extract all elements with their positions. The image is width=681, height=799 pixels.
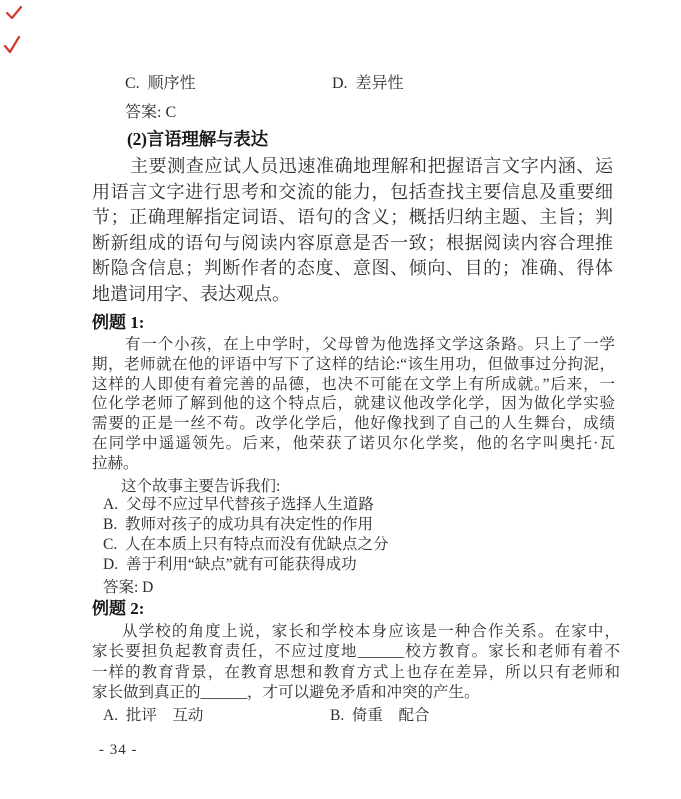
page-number: - 34 - [99,742,138,758]
intro-line: 断隐含信息；判断作者的态度、意图、倾向、目的；准确、得体 [92,258,613,278]
example2-option-a: A. 批评 互动 [103,707,204,724]
example1-question: 这个故事主要告诉我们: [121,478,281,495]
example2-heading: 例题 2: [92,599,145,618]
example2-option-b: B. 倚重 配合 [330,707,430,724]
example2-passage-line: 家长做到真正的______，才可以避免矛盾和冲突的产生。 [92,683,480,701]
example1-passage [92,335,615,474]
example2-passage-line: 一样的教育背景，在教育思想和教育方式上也存在差异，所以只有老师和 [92,663,620,681]
intro-line: 主要测查应试人员迅速准确地理解和把握语言文字内涵、运 [130,156,613,176]
example2-passage-line: 从学校的角度上说，家长和学校本身应该是一种合作关系。在家中， [122,623,620,640]
example1-options [103,495,388,575]
example1-answer-line: 答案: D [103,579,154,596]
example1-passage-line: 有一个小孩，在上中学时，父母曾为他选择文学这条路。只上了一学 [125,336,615,353]
example1-option-c: C. 人在本质上只有特点而没有优缺点之分 [103,536,389,553]
red-check-icon [4,3,24,23]
section-intro-paragraph [92,154,613,307]
example1-passage-line: 需要的正是一丝不苟。改学化学后，他好像找到了自己的人生舞台，成绩 [92,415,615,433]
prev-answer-line: 答案: C [125,104,177,121]
example1-passage-line: 在同学中遥遥领先。后来，他荣获了诺贝尔化学奖，他的名字叫奥托·瓦 [92,434,615,452]
example1-heading: 例题 1: [92,313,145,332]
example1-option-a: A. 父母不应过早代替孩子选择人生道路 [103,496,374,513]
example1-passage-line: 拉赫。 [92,454,139,472]
red-check-icon [2,33,22,57]
intro-line: 节；正确理解指定词语、语句的含义；概括归纳主题、主旨；判 [92,207,613,227]
example1-option-b: B. 教师对孩子的成功具有决定性的作用 [103,516,373,533]
prev-option-d: D. 差异性 [332,75,404,92]
intro-line: 断新组成的语句与阅读内容原意是否一致；根据阅读内容合理推 [92,232,613,253]
example1-passage-line: 位化学老师了解到他的这个特点后，就建议他改学化学，因为做化学实验 [92,395,615,413]
example1-passage-line: 这样的人即使有着完善的品德，也决不可能在文学上有所成就。”后来，一 [92,375,615,393]
section-heading: (2)言语理解与表达 [127,129,268,149]
example2-passage-line: 家长要担负起教育责任，不应过度地______校方教育。家长和老师有着不 [92,643,620,661]
prev-option-c: C. 顺序性 [125,75,196,92]
intro-line: 地遣词用字、表达观点。 [92,283,290,304]
example2-passage [92,622,620,703]
example1-passage-line: 期，老师就在他的评语中写下了这样的结论:“该生用功，但做事过分拘泥， [92,355,615,373]
example1-option-d: D. 善于利用“缺点”就有可能获得成功 [103,556,357,573]
intro-line: 用语言文字进行思考和交流的能力，包括查找主要信息及重要细 [92,181,613,202]
